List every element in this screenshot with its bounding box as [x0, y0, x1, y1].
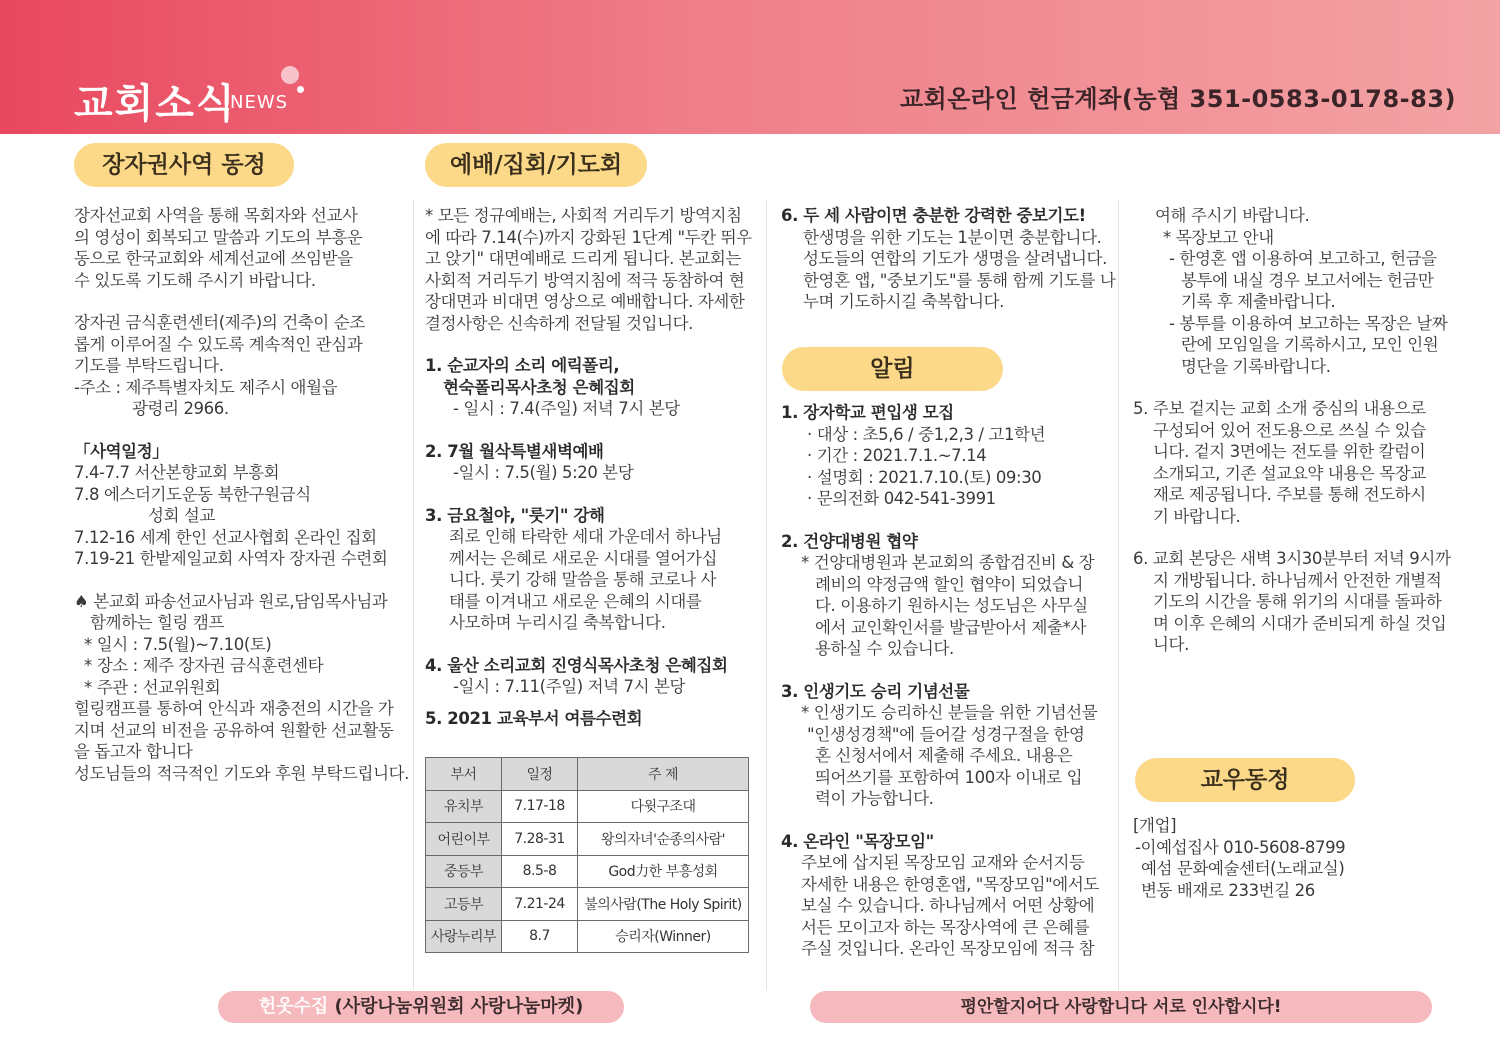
notice-column [781, 402, 1111, 960]
page-title: 교회소식 [74, 81, 237, 127]
text-line: 혼 신청서에서 제출해 주세요. 내용은 [815, 746, 1073, 765]
text-line: * 건양대병원과 본교회의 종합검진비 & 장 [801, 553, 1095, 572]
table-row [426, 823, 749, 856]
schedule-item: 7.19-21 한밭제일교회 사역자 장자권 수련회 [74, 549, 388, 568]
text-line: -일시 : 7.11(주일) 저녁 7시 본당 [453, 677, 686, 696]
text-line: 보실 수 있습니다. 하나님께서 어떤 상황에 [801, 896, 1095, 915]
column-header: 주 제 [578, 758, 749, 791]
clothes-donation-banner [218, 991, 624, 1023]
text-line: "인생성경책"에 들어갈 성경구절을 한영 [807, 724, 1085, 744]
text-line: - 봉투를 이용하여 보고하는 목장은 날짜 [1169, 313, 1448, 333]
table-header-row [426, 758, 749, 791]
section-jangja-heading: 장자권사역 동정 [74, 143, 294, 187]
text-line: 장자권 금식훈련센터(제주)의 건축이 순조 [74, 313, 365, 332]
table-cell: 사랑누리부 [426, 920, 502, 953]
item-heading: 1. 순교자의 소리 에릭폴리, [425, 356, 620, 375]
text-line: 니다. 룻기 강해 말씀을 통해 코로나 사 [449, 570, 716, 589]
table-cell: 8.5-8 [502, 855, 578, 888]
text-line: 변동 배재로 233번길 26 [1141, 880, 1315, 900]
text-line: 5. 주보 겉지는 교회 소개 중심의 내용으로 [1133, 399, 1426, 418]
column-divider [413, 200, 414, 990]
text-line: 에서 교인확인서를 발급받아서 제출*사 [815, 617, 1087, 637]
text-line: 에 따라 7.14(수)까지 강화된 1단계 "두칸 뛰우 [425, 227, 752, 247]
text-line: 례비의 약정금액 할인 협약이 되었습니 [815, 574, 1084, 594]
text-line: 동으로 한국교회와 세계선교에 쓰임받을 [74, 249, 353, 268]
text-line: 지 개방됩니다. 하나님께서 안전한 개별적 [1153, 570, 1442, 590]
table-row [426, 920, 749, 953]
text-line: 힐링캠프를 통하여 안식과 재충전의 시간을 가 [74, 699, 394, 718]
text-line: 지며 선교의 비전을 공유하여 원활한 선교활동 [74, 720, 394, 740]
decor-dot-small [297, 86, 304, 93]
text-line: 다. 이용하기 원하시는 성도님은 사무실 [815, 596, 1088, 615]
worship-column [425, 205, 760, 729]
item-heading: 5. 2021 교육부서 여름수련회 [425, 708, 643, 728]
text-line: 구성되어 있어 전도용으로 쓰실 수 있습 [1153, 420, 1426, 440]
table-cell: 승리자(Winner) [578, 920, 749, 953]
schedule-item: 7.4-7.7 서산본향교회 부흥회 [74, 463, 280, 482]
item-heading: 3. 인생기도 승리 기념선물 [781, 681, 970, 701]
table-cell: 중등부 [426, 855, 502, 888]
text-line: 자세한 내용은 한영혼앱, "목장모임"에서도 [801, 874, 1099, 894]
text-line: · 기간 : 2021.7.1.~7.14 [807, 446, 987, 465]
text-line: 성도들의 연합의 기도가 생명을 살려냅니다. [803, 249, 1107, 268]
header-banner [0, 0, 1500, 134]
text-line: 한영혼 앱, "중보기도"를 통해 함께 기도를 나 [803, 270, 1116, 290]
text-line: 기 바랍니다. [1153, 506, 1241, 526]
text-line: 기록 후 제출바랍니다. [1181, 292, 1336, 311]
table-cell: 어린이부 [426, 823, 502, 856]
schedule-item: 7.8 에스더기도운동 북한구원금식 [74, 484, 311, 504]
greeting-banner: 평안할지어다 사랑합니다 서로 인사합시다! [810, 991, 1432, 1023]
text-line: -주소 : 제주특별자치도 제주시 애월읍 [74, 377, 338, 397]
item-heading: 현숙폴리목사초청 은혜집회 [443, 377, 635, 397]
table-cell: 고등부 [426, 888, 502, 921]
column-divider [766, 200, 767, 990]
text-line: 롭게 이루어질 수 있도록 계속적인 관심과 [74, 334, 363, 354]
text-line: 한생명을 위한 기도는 1분이면 충분합니다. [803, 227, 1102, 247]
table-cell: 다윗구조대 [578, 790, 749, 823]
text-line: 수 있도록 기도해 주시기 바랍니다. [74, 270, 316, 290]
banner-text: (사랑나눔위원회 사랑나눔마켓) [328, 996, 584, 1017]
section-members-heading: 교우동정 [1135, 758, 1355, 802]
text-line: 태를 이겨내고 새로운 은혜의 시대를 [449, 591, 702, 611]
text-line: 을 돕고자 합니다 [74, 742, 193, 761]
column-divider [1118, 200, 1119, 990]
text-line: * 장소 : 제주 장자권 금식훈련센타 [84, 656, 324, 675]
text-line: 명단을 기록바랍니다. [1181, 356, 1331, 376]
item-heading: 4. 울산 소리교회 진영식목사초청 은혜집회 [425, 655, 728, 675]
jangja-column [74, 205, 410, 784]
text-line: 성도님들의 적극적인 기도와 후원 부탁드립니다. [74, 763, 410, 783]
text-line: 기도를 부탁드립니다. [74, 356, 224, 375]
text-line: 결정사항은 신속하게 전달될 것입니다. [425, 313, 694, 333]
table-cell: 8.7 [502, 920, 578, 953]
table-cell: 유치부 [426, 790, 502, 823]
table-cell: God力한 부흥성회 [578, 855, 749, 888]
prayer-block [781, 205, 1116, 313]
text-line: 예섬 문화예술센터(노래교실) [1141, 859, 1345, 878]
text-line: · 설명회 : 2021.7.10.(토) 09:30 [807, 467, 1042, 487]
text-line: · 대상 : 초5,6 / 중1,2,3 / 고1학년 [807, 424, 1046, 444]
text-line: 사회적 거리두기 방역지침에 적극 동참하여 현 [425, 270, 745, 290]
schedule-item: 성회 설교 [148, 506, 216, 525]
table-row [426, 855, 749, 888]
text-line: 장자선교회 사역을 통해 목회자와 선교사 [74, 206, 358, 225]
text-line: * 일시 : 7.5(월)~7.10(토) [84, 634, 272, 654]
text-line: 봉투에 내실 경우 보고서에는 헌금만 [1181, 270, 1434, 290]
text-line: 력이 가능합니다. [815, 789, 934, 808]
text-line: 니다. 겉지 3면에는 전도를 위한 칼럼이 [1153, 442, 1426, 461]
text-line: 며 이후 은혜의 시대가 준비되게 하실 것입 [1153, 613, 1447, 633]
banner-highlight: 헌옷수집 [258, 996, 329, 1017]
item-heading: 6. 두 세 사람이면 충분한 강력한 중보기도! [781, 206, 1086, 225]
schedule-item: 7.12-16 세계 한인 선교사협회 온라인 집회 [74, 527, 377, 547]
decor-dot [281, 66, 299, 84]
column-header: 부서 [426, 758, 502, 791]
text-line: 기도의 시간을 통해 위기의 시대를 돌파하 [1153, 592, 1442, 611]
retreat-table [425, 757, 749, 953]
column-header: 일정 [502, 758, 578, 791]
text-line: 6. 교회 본당은 새벽 3시30분부터 저녁 9시까 [1133, 549, 1451, 568]
text-line: 소개되고, 기존 설교요약 내용은 목장교 [1153, 463, 1426, 483]
page-title-sub: NEWS [230, 92, 289, 113]
item-heading: 4. 온라인 "목장모임" [781, 831, 934, 851]
table-row [426, 790, 749, 823]
text-line: * 주관 : 선교위원회 [84, 677, 221, 697]
table-cell: 불의사람(The Holy Spirit) [578, 888, 749, 921]
text-line: - 일시 : 7.4(주일) 저녁 7시 본당 [453, 399, 680, 418]
text-line: 니다. [1153, 635, 1189, 654]
text-line: 함께하는 힐링 캠프 [90, 613, 225, 632]
text-line: * 목장보고 안내 [1163, 227, 1274, 247]
text-line: 께서는 은혜로 새로운 시대를 열어가십 [449, 548, 718, 568]
text-line: 란에 모임일을 기록하시고, 모인 인원 [1181, 335, 1439, 354]
text-line: 띄어쓰기를 포함하여 100자 이내로 입 [815, 767, 1083, 787]
text-line: 의 영성이 회복되고 말씀과 기도의 부흥운 [74, 227, 363, 247]
table-cell: 7.21-24 [502, 888, 578, 921]
text-line: -이예섭집사 010-5608-8799 [1135, 837, 1346, 857]
text-line: 서든 모이고자 하는 목장사역에 큰 은혜를 [801, 917, 1090, 937]
text-line: 장대면과 비대면 영상으로 예배합니다. 자세한 [425, 292, 745, 311]
item-heading: 3. 금요철야, "룻기" 강해 [425, 505, 605, 525]
text-line: 용하실 수 있습니다. [815, 639, 954, 658]
table-cell: 7.28-31 [502, 823, 578, 856]
camp-heading: ♠ 본교회 파송선교사님과 원로,담임목사님과 [74, 591, 388, 611]
text-line: 죄로 인해 타락한 세대 가운데서 하나님 [449, 527, 722, 546]
text-line: 주보에 삽지된 목장모임 교재와 순서지등 [801, 853, 1085, 872]
item-heading: 2. 건양대병원 협약 [781, 531, 918, 551]
table-row [426, 888, 749, 921]
text-line: 재로 제공됩니다. 주보를 통해 전도하시 [1153, 485, 1426, 504]
text-line: 여해 주시기 바랍니다. [1155, 206, 1310, 225]
table-cell: 왕의자녀'순종의사람' [578, 823, 749, 856]
text-line: * 인생기도 승리하신 분들을 위한 기념선물 [801, 703, 1098, 722]
text-line: * 모든 정규예배는, 사회적 거리두기 방역지침 [425, 206, 742, 225]
section-notice-heading: 알림 [782, 347, 1003, 391]
text-line: 사모하며 누리시길 축복합니다. [449, 613, 666, 632]
members-column [1133, 815, 1473, 901]
schedule-heading: 「사역일정」 [74, 441, 169, 461]
text-line: 고 앉기" 대면예배로 드리게 됩니다. 본교회는 [425, 249, 741, 268]
text-line: 광령리 2966. [132, 399, 229, 418]
text-line: [개업] [1133, 816, 1177, 835]
text-line: 누며 기도하시길 축복합니다. [803, 292, 1005, 311]
text-line: - 한영혼 앱 이용하여 보고하고, 헌금을 [1169, 249, 1437, 268]
table-cell: 7.17-18 [502, 790, 578, 823]
item-heading: 1. 장자학교 편입생 모집 [781, 403, 954, 422]
offering-account: 교회온라인 헌금계좌(농협 351-0583-0178-83) [899, 85, 1456, 113]
text-line: -일시 : 7.5(월) 5:20 본당 [453, 463, 634, 482]
section-worship-heading: 예배/집회/기도회 [425, 143, 647, 187]
text-line: · 문의전화 042-541-3991 [807, 489, 996, 508]
notice-column-continued [1133, 205, 1473, 656]
text-line: 주실 것입니다. 온라인 목장모임에 적극 참 [801, 939, 1095, 958]
item-heading: 2. 7월 월삭특별새벽예배 [425, 441, 604, 461]
